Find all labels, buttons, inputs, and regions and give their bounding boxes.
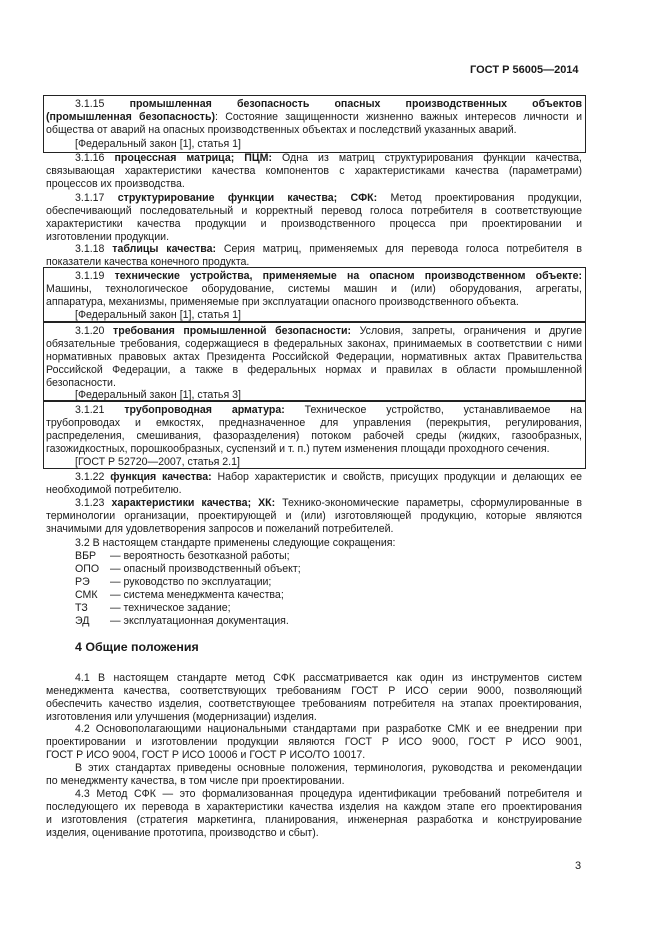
term-3-1-21-source: [ГОСТ Р 52720—2007, статья 2.1] xyxy=(75,456,240,468)
term-3-1-18-line-1 xyxy=(75,243,582,256)
abbr-code: ВБР xyxy=(75,550,97,562)
term-definition: Технико-экономические параметры, сформулированные в xyxy=(275,497,582,509)
term-number: 3.1.20 xyxy=(75,325,114,337)
abbr-meaning: — эксплуатационная документация. xyxy=(110,615,289,627)
term-name: трубопроводная арматура: xyxy=(124,404,285,416)
abbr-code: ТЗ xyxy=(75,602,88,614)
abbr-code: ОПО xyxy=(75,563,100,575)
abbr-code: ЭД xyxy=(75,615,90,627)
abbreviations-intro: 3.2 В настоящем стандарте применены следующие сокращения: xyxy=(75,537,396,549)
term-3-1-23-line-1 xyxy=(75,497,582,510)
term-definition: Серия матриц, применяемых для перевода голоса потребителя в xyxy=(216,243,582,255)
term-3-1-15-line-2 xyxy=(46,111,582,124)
abbr-meaning: — техническое задание; xyxy=(110,602,231,614)
document-header: ГОСТ Р 56005—2014 xyxy=(470,64,579,76)
term-name: процессная матрица; ПЦМ: xyxy=(114,152,272,164)
term-3-1-19-line-3: аппаратура, механизмы, применяемые при эксплуатации опасного производственного объекта. xyxy=(46,296,519,308)
term-3-1-20-line-5: безопасности. xyxy=(46,377,116,389)
term-3-1-17-line-3: характеристики качества продукции и производственного процесса при проектировании и xyxy=(46,218,582,230)
abbr-meaning: — опасный производственный объект; xyxy=(110,563,301,575)
term-3-1-19-line-2: Машины, технологическое оборудование, системы машин и (или) оборудования, агрегаты, xyxy=(46,283,582,295)
term-3-1-19-source: [Федеральный закон [1], статья 1] xyxy=(75,309,241,321)
term-number: 3.1.23 xyxy=(75,497,112,509)
abbr-code: РЭ xyxy=(75,576,90,588)
term-3-1-21-line-4: газожидкостных, порошкообразных, суспензий и т. п.) путем изменения площади проходного сечения. xyxy=(46,443,550,455)
term-name: промышленная безопасность опасных производственных объектов xyxy=(129,98,582,110)
term-3-1-17-line-4: изготовлении продукции. xyxy=(46,231,170,243)
term-name: функция качества: xyxy=(110,471,212,483)
abbr-meaning: — руководство по эксплуатации; xyxy=(110,576,272,588)
paragraph-4-3-line-4: изделия, оценивание прототипа, производство и сбыт). xyxy=(46,827,319,839)
abbr-meaning: — система менеджмента качества; xyxy=(110,589,284,601)
term-3-1-21-line-3: распределения, смешивания, фазоразделения) потоком рабочей среды (жидких, газообразных, xyxy=(46,430,582,442)
term-3-1-20-source: [Федеральный закон [1], статья 3] xyxy=(75,389,241,401)
term-3-1-16-line-3: процессов их производства. xyxy=(46,178,185,190)
term-name: требования промышленной безопасности: xyxy=(113,325,352,337)
term-name: (промышленная безопасность) xyxy=(46,111,215,123)
term-3-1-20-line-1 xyxy=(75,325,582,338)
term-number: 3.1.17 xyxy=(75,192,118,204)
term-number: 3.1.22 xyxy=(75,471,111,483)
abbr-code: СМК xyxy=(75,589,98,601)
term-3-1-22-line-1 xyxy=(75,471,582,484)
term-number: 3.1.15 xyxy=(75,98,130,110)
term-3-1-18-line-2: показатели качества конечного продукта. xyxy=(46,256,250,268)
paragraph-4-1-line-1: 4.1 В настоящем стандарте метод СФК рассматривается как один из инструментов систем xyxy=(75,672,582,684)
paragraph-4-3-line-3: и изготовления (стратегия маркетинга, планирования, инженерная разработка и конструирование xyxy=(46,814,582,826)
term-name: характеристики качества; ХК: xyxy=(111,497,276,509)
term-definition: : Состояние защищенности жизненно важных интересов личности и xyxy=(215,111,582,123)
term-3-1-20-line-4: Российской Федерации, а также в федеральных нормах и правилах в области промышленной xyxy=(46,364,582,376)
term-number: 3.1.18 xyxy=(75,243,113,255)
paragraph-4-2-line-1: 4.2 Основополагающими национальными стандартами при разработке СМК и ее внедрении при xyxy=(75,723,582,735)
term-definition: Одна из матриц структурирования функции качества, xyxy=(272,152,582,164)
term-name: структурирование функции качества; СФК: xyxy=(117,192,378,204)
paragraph-4-2b-line-2: по менеджменту качества, в том числе при проектировании. xyxy=(46,775,345,787)
paragraph-4-3-line-2: последующего их перевода в характеристики качества изделия на каждом этапе его проектирования xyxy=(46,801,582,813)
abbr-meaning: — вероятность безотказной работы; xyxy=(110,550,290,562)
term-definition: Метод проектирования продукции, xyxy=(377,192,582,204)
term-3-1-15-line-1 xyxy=(75,98,582,111)
term-3-1-17-line-2: обеспечивающий последовательный и корректный перевод голоса потребителя в соответствующие xyxy=(46,205,582,217)
paragraph-4-2-line-3: ГОСТ Р ИСО 9004, ГОСТ Р ИСО 10006 и ГОСТ Р ИСО/ТО 10017. xyxy=(46,749,366,761)
paragraph-4-2b-line-1: В этих стандартах приведены основные положения, терминология, руководства и рекомендации xyxy=(75,762,582,774)
term-3-1-15-source: [Федеральный закон [1], статья 1] xyxy=(75,138,241,150)
section-heading: 4 Общие положения xyxy=(75,640,199,654)
term-3-1-21-line-2: трубопроводах и емкостях, предназначенное для управления (перекрытия, регулирования, xyxy=(46,417,582,429)
term-3-1-19-line-1 xyxy=(75,270,582,283)
term-number: 3.1.16 xyxy=(75,152,115,164)
term-definition: Техническое устройство, устанавливаемое на xyxy=(284,404,582,416)
paragraph-4-1-line-2: менеджмента качества, соответствующих требованиям ГОСТ Р ИСО серии 9000, позволяющий xyxy=(46,685,582,697)
term-3-1-20-line-2: обязательные требования, содержащиеся в федеральных законах, принимаемых в соответствии с ними xyxy=(46,338,582,350)
term-3-1-22-line-2: необходимой потребителю. xyxy=(46,484,182,496)
term-3-1-23-line-3: значимыми для удовлетворения запросов и пожеланий потребителей. xyxy=(46,523,394,535)
paragraph-4-2-line-2: проектировании и изготовлении продукции являются ГОСТ Р ИСО 9000, ГОСТ Р ИСО 9001, xyxy=(46,736,582,748)
term-number: 3.1.21 xyxy=(75,404,125,416)
term-definition: Набор характеристик и свойств, присущих продукции и делающих ее xyxy=(211,471,583,483)
term-name: таблицы качества: xyxy=(112,243,217,255)
page-number: 3 xyxy=(575,860,582,872)
term-name: технические устройства, применяемые на опасном производственном объекте: xyxy=(114,270,583,282)
term-definition: Условия, запреты, ограничения и другие xyxy=(351,325,583,337)
term-number: 3.1.19 xyxy=(75,270,115,282)
term-3-1-15-line-3: общества от аварий на опасных производственных объектах и последствий указанных аварий. xyxy=(46,124,517,136)
paragraph-4-3-line-1: 4.3 Метод СФК — это формализованная процедура идентификации требований потребителя и xyxy=(75,788,582,800)
term-3-1-21-line-1 xyxy=(75,404,582,417)
term-3-1-16-line-2: связывающая характеристики качества компонентов с характеристиками качества (параметрами) xyxy=(46,165,582,177)
term-3-1-20-line-3: нормативных правовых актах Президента Российской Федерации, нормативных актах Правительства xyxy=(46,351,582,363)
paragraph-4-1-line-4: изготовления или улучшения (модернизации) изделия. xyxy=(46,711,317,723)
term-3-1-17-line-1 xyxy=(75,192,582,205)
paragraph-4-1-line-3: обеспечить качество изделия, соответствующее требованиям потребителя на этапах проектирования, xyxy=(46,698,582,710)
term-3-1-23-line-2: терминологии организации, проектирующей и (или) изготовляющей продукцию, которые являются xyxy=(46,510,582,522)
term-3-1-16-line-1 xyxy=(75,152,582,165)
